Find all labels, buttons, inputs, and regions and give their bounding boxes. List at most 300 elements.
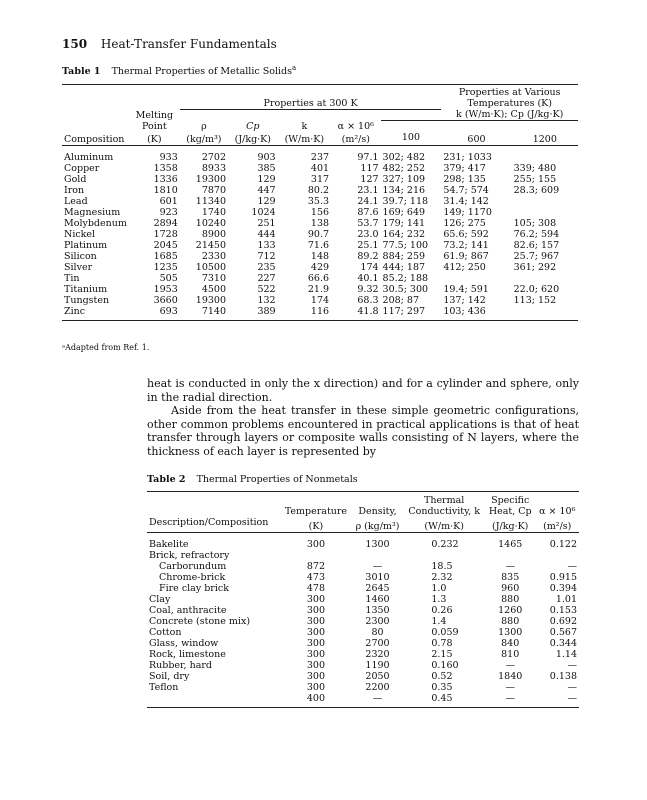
page-number: 150 bbox=[62, 37, 88, 51]
table1-cell-t100: 164; 232 bbox=[382, 228, 426, 240]
table2-col-alpha-l1: α × 10⁶ bbox=[539, 506, 576, 517]
table1-cell-alpha: 127 bbox=[360, 173, 379, 185]
table2-cell-alpha: 0.915 bbox=[549, 572, 577, 583]
table1-cell-rho: 1740 bbox=[201, 206, 227, 218]
table1 bbox=[62, 84, 578, 321]
table-row bbox=[147, 605, 579, 616]
table1-cell-t600: 103; 436 bbox=[441, 306, 511, 321]
table2-cell-name: Cotton bbox=[149, 627, 182, 638]
table1-cell-t100: 884; 259 bbox=[382, 250, 426, 262]
table-row bbox=[62, 273, 578, 284]
table2-cell-density: — bbox=[352, 693, 404, 708]
table1-cell-t600: 31.4; 142 bbox=[443, 195, 489, 207]
table2-col-heat-l2: Heat, Cp bbox=[488, 506, 532, 517]
table2-cell-alpha: 0.344 bbox=[549, 638, 577, 649]
table1-cell-t1200: 76.2; 594 bbox=[513, 228, 560, 240]
table1-cell-rho: 2702 bbox=[201, 151, 227, 163]
table1-caption bbox=[62, 64, 296, 77]
table1-col-alpha-l2: (m²/s) bbox=[341, 133, 370, 145]
table1-cell-t1200: 25.7; 967 bbox=[513, 250, 560, 262]
table2-cell-temp: 300 bbox=[306, 649, 325, 660]
table1-cell-cp: 129 bbox=[257, 195, 276, 207]
table1-group-various-line2: Temperatures (K) bbox=[467, 98, 552, 109]
table2-cell-alpha: 0.692 bbox=[549, 616, 577, 627]
table1-col-alpha-l1: α × 10⁶ bbox=[337, 120, 374, 132]
table1-cell-k: 401 bbox=[310, 162, 330, 174]
table1-cell-alpha: 41.8 bbox=[331, 306, 381, 321]
table-row bbox=[147, 616, 579, 627]
table1-cell-cp: 227 bbox=[257, 272, 276, 284]
table2-cell-temp: 300 bbox=[306, 660, 325, 671]
table2-cell-k: 1.4 bbox=[431, 616, 447, 627]
table2-col-heat-l3: (J/kg·K) bbox=[492, 521, 529, 532]
table2-cell-temp bbox=[280, 550, 352, 561]
table1-cell-alpha: 9.32 bbox=[357, 283, 379, 295]
table1-cell-rho: 2330 bbox=[201, 250, 227, 262]
table1-cell-rho: 19300 bbox=[195, 294, 227, 306]
table2-cell-cp: 835 bbox=[501, 572, 520, 583]
table2-cell-cp: 1465 bbox=[498, 539, 523, 550]
table1-cell-alpha: 89.2 bbox=[357, 250, 379, 262]
table1-cell-t100: 39.7; 118 bbox=[382, 195, 429, 207]
table-row bbox=[62, 251, 578, 262]
table1-cell-t100: 134; 216 bbox=[382, 184, 426, 196]
table1-footnote: ᵃAdapted from Ref. 1. bbox=[62, 343, 150, 352]
table1-cell-name: Silicon bbox=[64, 250, 97, 262]
table2-cell-k: 2.32 bbox=[431, 572, 453, 583]
table1-cell-t600: 19.4; 591 bbox=[443, 283, 489, 295]
table1-cell-alpha: 97.1 bbox=[357, 151, 379, 163]
table2-cell-density: 2050 bbox=[365, 671, 390, 682]
table2-cell-k: 0.160 bbox=[431, 660, 459, 671]
table-row bbox=[62, 262, 578, 273]
table1-cell-k: 429 bbox=[310, 261, 330, 273]
table2-col-cond-l1: Thermal bbox=[423, 495, 465, 506]
table-row bbox=[62, 284, 578, 295]
table1-cell-k: 237 bbox=[310, 151, 330, 163]
table2-cell-name: Brick, refractory bbox=[149, 550, 230, 561]
table1-cell-mp: 3660 bbox=[153, 294, 178, 306]
table1-col-melting-l2: Point bbox=[141, 120, 167, 132]
table1-cell-t600: 61.9; 867 bbox=[443, 250, 489, 262]
body-text bbox=[147, 377, 579, 458]
table2-cell-density bbox=[352, 550, 404, 561]
table1-col-cp-l2: (J/kg·K) bbox=[234, 133, 271, 145]
table2-cell-density: 1460 bbox=[365, 594, 390, 605]
table1-cell-t1200: 361; 292 bbox=[513, 261, 557, 273]
table2-cell-k: 0.26 bbox=[431, 605, 453, 616]
table1-cell-mp: 923 bbox=[159, 206, 178, 218]
table1-cell-t600: 149; 1170 bbox=[443, 206, 492, 218]
table1-cell-t1200: 105; 308 bbox=[513, 217, 557, 229]
table1-cell-k: 21.9 bbox=[307, 283, 330, 295]
table1-cell-alpha: 53.7 bbox=[357, 217, 379, 229]
table-row bbox=[147, 561, 579, 572]
table1-cell-t600: 298; 135 bbox=[443, 173, 486, 185]
table1-cell-rho: 10240 bbox=[195, 217, 227, 229]
table2-cell-temp: 300 bbox=[306, 594, 325, 605]
table2-cell-density: 2700 bbox=[365, 638, 390, 649]
table1-cell-t100: 327; 109 bbox=[382, 173, 426, 185]
table2-cell-alpha: 0.122 bbox=[549, 539, 577, 550]
body-paragraph-1: heat is conducted in only the x direction) and for a cylinder and sphere, only in the radial direction. bbox=[147, 377, 579, 404]
table1-cell-t1200 bbox=[512, 207, 578, 218]
table2-cell-k: 18.5 bbox=[431, 561, 453, 572]
table1-cell-k: 90.7 bbox=[307, 228, 330, 240]
table2-col-desc: Description/Composition bbox=[149, 517, 269, 528]
table2-cell-k: 2.15 bbox=[431, 649, 453, 660]
table2-cell-temp: 300 bbox=[306, 682, 325, 693]
table2-cell-density: 1190 bbox=[365, 660, 390, 671]
table1-cell-rho: 4500 bbox=[201, 283, 227, 295]
table2-cell-temp: 300 bbox=[306, 605, 325, 616]
table-row bbox=[147, 649, 579, 660]
table2-cell-cp: 960 bbox=[501, 583, 520, 594]
table1-cell-alpha: 117 bbox=[360, 162, 379, 174]
table-row bbox=[62, 185, 578, 196]
table1-cell-mp: 1953 bbox=[153, 283, 178, 295]
table2-cell-density: 1350 bbox=[365, 605, 390, 616]
table1-group-various bbox=[441, 85, 578, 110]
table2-cell-k bbox=[403, 550, 485, 561]
table2-col-temp-l1: Temperature bbox=[284, 506, 348, 517]
table1-cell-k: 66.6 bbox=[307, 272, 330, 284]
table1-cell-name: Zinc bbox=[62, 306, 129, 321]
table1-cell-alpha: 68.3 bbox=[357, 294, 379, 306]
table2-cell-alpha: — bbox=[567, 682, 577, 693]
table-row bbox=[147, 638, 579, 649]
table2-cell-cp: 1260 bbox=[498, 605, 523, 616]
table2-cell-k: 0.52 bbox=[431, 671, 453, 682]
table2-cell-alpha: 1.14 bbox=[555, 649, 577, 660]
table2-cell-name: Rubber, hard bbox=[149, 660, 212, 671]
table2-cell-density: 2300 bbox=[365, 616, 390, 627]
table1-cell-t600: 54.7; 574 bbox=[443, 184, 489, 196]
table-row bbox=[147, 660, 579, 671]
table1-cell-name: Platinum bbox=[64, 239, 108, 251]
table2-cell-alpha: 0.138 bbox=[549, 671, 577, 682]
table1-group-various-line3: k (W/m·K); Cp (J/kg·K) bbox=[456, 109, 564, 120]
table2-cell-temp: 300 bbox=[306, 627, 325, 638]
table1-cell-k: 116 bbox=[278, 306, 331, 321]
table1-cell-cp: 129 bbox=[257, 173, 276, 185]
table2-caption-text: Thermal Properties of Nonmetals bbox=[196, 474, 358, 485]
table2-label: Table 2 bbox=[147, 474, 186, 485]
table-row bbox=[62, 207, 578, 218]
table2-cell-name: Clay bbox=[149, 594, 171, 605]
table2-cell-alpha: 0.394 bbox=[549, 583, 577, 594]
table1-cell-t1200 bbox=[512, 196, 578, 207]
table-row bbox=[147, 594, 579, 605]
table-row bbox=[147, 693, 579, 708]
table2-cell-name: Soil, dry bbox=[149, 671, 190, 682]
table1-cell-cp: 132 bbox=[257, 294, 276, 306]
table1-cell-name: Tungsten bbox=[64, 294, 110, 306]
table1-cell-rho: 7870 bbox=[201, 184, 227, 196]
table1-cell-k: 80.2 bbox=[307, 184, 330, 196]
table1-cell-cp: 389 bbox=[228, 306, 278, 321]
table2-cell-alpha bbox=[535, 550, 579, 561]
table2-cell-k: 0.232 bbox=[431, 539, 459, 550]
table1-cell-mp: 601 bbox=[159, 195, 178, 207]
table-row bbox=[62, 295, 578, 306]
table1-cell-t600: 73.2; 141 bbox=[443, 239, 489, 251]
table1-cell-k: 35.3 bbox=[307, 195, 330, 207]
table1-cell-mp: 693 bbox=[129, 306, 180, 321]
table-row bbox=[62, 152, 578, 163]
table1-cell-t100: 179; 141 bbox=[382, 217, 426, 229]
table2-cell-density: 80 bbox=[371, 627, 384, 638]
table2-col-alpha-l2: (m²/s) bbox=[543, 521, 572, 532]
table1-cell-mp: 933 bbox=[159, 151, 178, 163]
table1-col-rho-l2: (kg/m³) bbox=[186, 133, 222, 145]
table2-cell-temp: 300 bbox=[306, 616, 325, 627]
table2-cell-alpha: 0.153 bbox=[549, 605, 577, 616]
table1-cell-t100: 169; 649 bbox=[382, 206, 426, 218]
table2-cell-alpha: — bbox=[535, 693, 579, 708]
table1-cell-t600 bbox=[441, 273, 511, 284]
table1-cell-k: 317 bbox=[310, 173, 330, 185]
table1-cell-t100: 77.5; 100 bbox=[382, 239, 429, 251]
table1-body bbox=[62, 152, 578, 321]
table1-col-k-l1: k bbox=[301, 120, 308, 132]
table1-col-rho-l1: ρ bbox=[201, 120, 207, 132]
table2-cell-cp: 1840 bbox=[498, 671, 523, 682]
table1-cell-mp: 505 bbox=[159, 272, 178, 284]
table1-cell-cp: 712 bbox=[257, 250, 276, 262]
table1-cell-k: 148 bbox=[310, 250, 330, 262]
table2-cell-cp: 1300 bbox=[498, 627, 523, 638]
table2-cell-name: Concrete (stone mix) bbox=[149, 616, 251, 627]
table1-caption-marker: a bbox=[291, 64, 297, 72]
table1-col-k-l2: (W/m·K) bbox=[284, 133, 325, 145]
table2-cell-k: 0.35 bbox=[431, 682, 453, 693]
table1-cell-name: Aluminum bbox=[64, 151, 114, 163]
table2-cell-alpha: 0.567 bbox=[549, 627, 577, 638]
table1-cell-t600: 379; 417 bbox=[443, 162, 486, 174]
table1-cell-rho: 7140 bbox=[180, 306, 228, 321]
table2-cell-density: 1300 bbox=[365, 539, 390, 550]
table2 bbox=[147, 491, 579, 708]
table2-cell-cp: — bbox=[505, 682, 515, 693]
table1-cell-name: Gold bbox=[64, 173, 87, 185]
table2-cell-cp: — bbox=[505, 561, 515, 572]
table-row bbox=[62, 218, 578, 229]
table2-col-temp-l2: (K) bbox=[308, 521, 324, 532]
table2-cell-name: Chrome-brick bbox=[159, 572, 226, 583]
table2-cell-alpha: — bbox=[567, 561, 577, 572]
table-row bbox=[147, 627, 579, 638]
table1-caption-text: Thermal Properties of Metallic Solids bbox=[111, 66, 292, 78]
table2-cell-density: 2320 bbox=[365, 649, 390, 660]
table1-cell-t600: 231; 1033 bbox=[443, 151, 492, 163]
table2-cell-name: Glass, window bbox=[149, 638, 219, 649]
table1-cell-t100: 208; 87 bbox=[382, 294, 419, 306]
table1-cell-rho: 10500 bbox=[195, 261, 227, 273]
table1-cell-t1200 bbox=[512, 306, 578, 321]
table2-cell-cp: 880 bbox=[501, 616, 520, 627]
table2-cell-name: Teflon bbox=[149, 682, 179, 693]
table1-cell-t100: 30.5; 300 bbox=[382, 283, 429, 295]
table2-cell-temp: 300 bbox=[306, 539, 325, 550]
table2-cell-cp: 810 bbox=[501, 649, 520, 660]
table1-cell-cp: 235 bbox=[257, 261, 276, 273]
table-row bbox=[147, 572, 579, 583]
table1-col-t100: 100 bbox=[401, 131, 421, 143]
table1-cell-t1200: 22.0; 620 bbox=[513, 283, 560, 295]
table1-cell-alpha: 174 bbox=[360, 261, 379, 273]
table1-cell-t100: 482; 252 bbox=[382, 162, 426, 174]
table2-cell-k: 0.45 bbox=[403, 693, 485, 708]
table1-cell-k: 156 bbox=[310, 206, 330, 218]
table2-cell-name: Bakelite bbox=[149, 539, 189, 550]
table1-cell-mp: 2045 bbox=[153, 239, 178, 251]
table1-col-t600: 600 bbox=[467, 133, 486, 145]
table1-label: Table 1 bbox=[62, 66, 101, 78]
table2-cell-cp: 880 bbox=[501, 594, 520, 605]
table1-cell-name: Copper bbox=[64, 162, 100, 174]
table2-cell-alpha: — bbox=[567, 660, 577, 671]
running-title: Heat-Transfer Fundamentals bbox=[100, 37, 277, 51]
table2-cell-cp: — bbox=[485, 693, 535, 708]
table1-cell-mp: 2894 bbox=[153, 217, 178, 229]
table1-col-t1200: 1200 bbox=[532, 133, 557, 145]
table1-cell-rho: 8900 bbox=[201, 228, 227, 240]
table1-cell-t600: 65.6; 592 bbox=[443, 228, 489, 240]
table-row bbox=[147, 671, 579, 682]
table1-cell-name: Titanium bbox=[64, 283, 108, 295]
table2-cell-density: 2200 bbox=[365, 682, 390, 693]
table1-cell-alpha: 23.0 bbox=[357, 228, 379, 240]
table1-cell-name: Nickel bbox=[64, 228, 96, 240]
table1-cell-name: Silver bbox=[64, 261, 93, 273]
table1-cell-mp: 1235 bbox=[153, 261, 178, 273]
table2-cell-temp: 300 bbox=[306, 671, 325, 682]
table1-cell-alpha: 25.1 bbox=[357, 239, 379, 251]
table1-group-various-line1: Properties at Various bbox=[458, 87, 561, 98]
table2-cell-density: 3010 bbox=[365, 572, 390, 583]
table1-cell-rho: 11340 bbox=[195, 195, 227, 207]
table-row bbox=[147, 682, 579, 693]
table1-cell-cp: 385 bbox=[257, 162, 276, 174]
table1-cell-t1200 bbox=[512, 273, 578, 284]
table1-cell-t1200: 82.6; 157 bbox=[513, 239, 560, 251]
table2-cell-name bbox=[147, 693, 280, 708]
body-paragraph-2: Aside from the heat transfer in these simple geometric configurations, other common problems encountered in practical applications is that of heat transfer through layers or composite walls consisting of N layers, where the thickness of each layer is represented by bbox=[147, 404, 579, 458]
table1-cell-alpha: 23.1 bbox=[357, 184, 379, 196]
table2-cell-k: 0.059 bbox=[431, 627, 459, 638]
table-row bbox=[147, 550, 579, 561]
table2-cell-name: Carborundum bbox=[159, 561, 227, 572]
table1-cell-t600: 412; 250 bbox=[443, 261, 486, 273]
table1-cell-mp: 1358 bbox=[153, 162, 178, 174]
table2-cell-temp: 872 bbox=[306, 561, 325, 572]
table1-cell-cp: 251 bbox=[257, 217, 276, 229]
table1-cell-t100: 302; 482 bbox=[382, 151, 426, 163]
table1-cell-alpha: 87.6 bbox=[357, 206, 379, 218]
table1-cell-t600: 137; 142 bbox=[443, 294, 486, 306]
table-row bbox=[62, 163, 578, 174]
table1-cell-t1200: 339; 480 bbox=[513, 162, 557, 174]
table1-cell-k: 71.6 bbox=[307, 239, 330, 251]
table2-body bbox=[147, 539, 579, 708]
table1-cell-alpha: 40.1 bbox=[357, 272, 379, 284]
table2-cell-k: 1.3 bbox=[431, 594, 447, 605]
table1-cell-cp: 133 bbox=[257, 239, 276, 251]
table1-cell-cp: 444 bbox=[257, 228, 276, 240]
table1-col-cp-l1: Cp bbox=[246, 120, 260, 132]
table-row bbox=[62, 174, 578, 185]
table1-cell-t600: 126; 275 bbox=[443, 217, 486, 229]
table2-col-cond-l3: (W/m·K) bbox=[424, 521, 464, 532]
table2-caption bbox=[147, 474, 358, 485]
table2-cell-temp: 400 bbox=[280, 693, 352, 708]
table1-cell-mp: 1685 bbox=[153, 250, 178, 262]
table1-col-melting bbox=[129, 109, 180, 121]
table1-col-composition: Composition bbox=[64, 133, 125, 145]
table1-cell-name: Tin bbox=[64, 272, 80, 284]
table1-cell-t1200: 255; 155 bbox=[513, 173, 557, 185]
table2-cell-temp: 473 bbox=[306, 572, 325, 583]
table2-cell-name: Rock, limestone bbox=[149, 649, 226, 660]
table1-cell-cp: 447 bbox=[257, 184, 276, 196]
table1-cell-rho: 7310 bbox=[201, 272, 227, 284]
table1-cell-mp: 1336 bbox=[153, 173, 178, 185]
table2-cell-k: 1.0 bbox=[431, 583, 447, 594]
table1-cell-name: Molybdenum bbox=[64, 217, 127, 229]
table1-col-melting-l3: (K) bbox=[147, 133, 162, 145]
table1-cell-t1200: 113; 152 bbox=[513, 294, 557, 306]
table1-cell-t100: 117; 297 bbox=[381, 306, 442, 321]
table-row bbox=[147, 583, 579, 594]
table1-cell-rho: 19300 bbox=[195, 173, 227, 185]
table1-cell-cp: 1024 bbox=[251, 206, 276, 218]
table2-col-cond-l2: Conductivity, k bbox=[408, 506, 480, 517]
page-header bbox=[62, 37, 277, 51]
table1-cell-alpha: 24.1 bbox=[357, 195, 379, 207]
table1-cell-t1200 bbox=[512, 152, 578, 163]
table2-col-density-l2: ρ (kg/m³) bbox=[355, 521, 400, 532]
table2-cell-cp bbox=[485, 550, 535, 561]
table-row bbox=[62, 240, 578, 251]
table1-cell-name: Magnesium bbox=[64, 206, 121, 218]
table-row bbox=[62, 306, 578, 321]
table1-cell-mp: 1728 bbox=[153, 228, 178, 240]
table1-cell-cp: 903 bbox=[257, 151, 276, 163]
table1-cell-rho: 21450 bbox=[195, 239, 227, 251]
table2-col-density-l1: Density, bbox=[358, 506, 397, 517]
table1-cell-cp: 522 bbox=[257, 283, 276, 295]
table2-cell-temp: 478 bbox=[306, 583, 325, 594]
table1-cell-mp: 1810 bbox=[153, 184, 178, 196]
table1-cell-name: Iron bbox=[64, 184, 85, 196]
table-row bbox=[147, 539, 579, 550]
table2-cell-alpha: 1.01 bbox=[555, 594, 577, 605]
table1-cell-name: Lead bbox=[64, 195, 88, 207]
table1-cell-rho: 8933 bbox=[201, 162, 227, 174]
table1-cell-k: 174 bbox=[310, 294, 330, 306]
table1-cell-t100: 444; 187 bbox=[382, 261, 426, 273]
table1-cell-k: 138 bbox=[310, 217, 330, 229]
table2-cell-density: — bbox=[372, 561, 383, 572]
table2-cell-name: Fire clay brick bbox=[159, 583, 229, 594]
table2-cell-cp: — bbox=[505, 660, 515, 671]
table1-cell-t100: 85.2; 188 bbox=[382, 272, 429, 284]
table2-cell-cp: 840 bbox=[501, 638, 520, 649]
table-row bbox=[62, 196, 578, 207]
table1-col-melting-l1: Melting bbox=[135, 109, 174, 121]
table-row bbox=[62, 229, 578, 240]
